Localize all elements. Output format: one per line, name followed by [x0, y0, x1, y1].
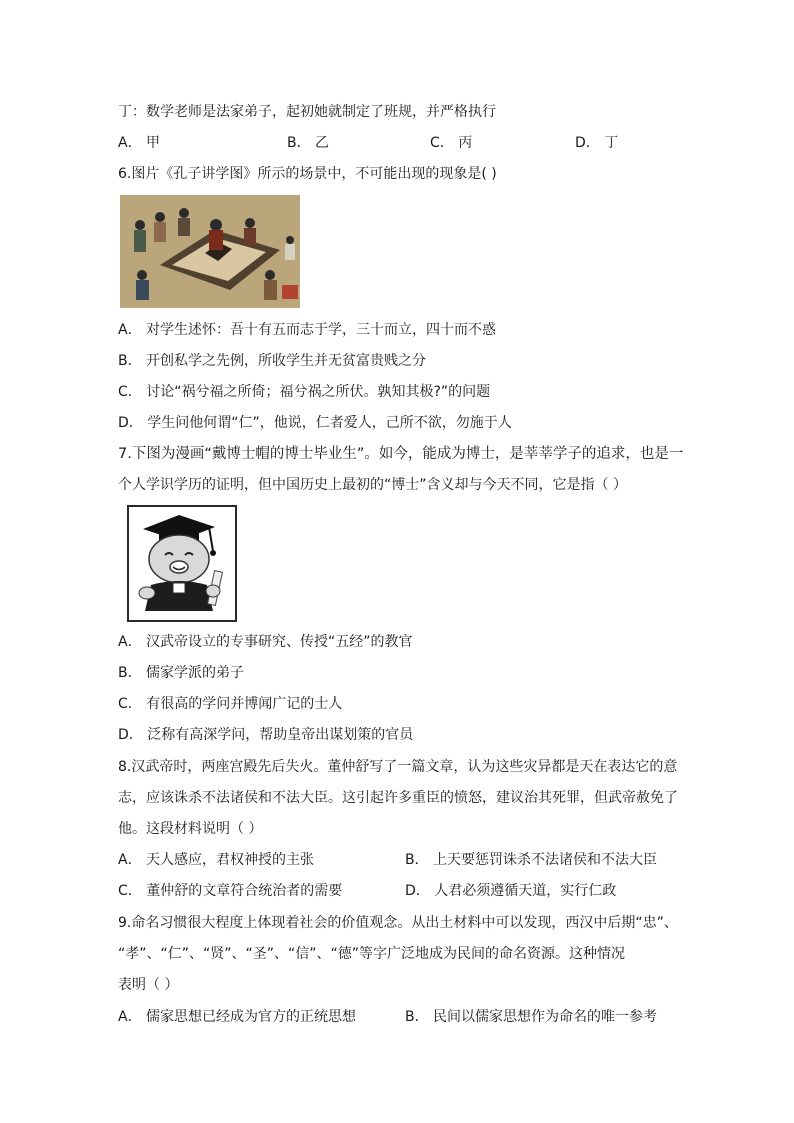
q9-option-a: A． 儒家思想已经成为官方的正统思想	[118, 1009, 357, 1025]
q9-option-b: B． 民间以儒家思想作为命名的唯一参考	[405, 1009, 658, 1025]
q8-option-a: A． 天人感应，君权神授的主张	[118, 852, 315, 868]
q9-stem-line-3: 表明（ ）	[118, 977, 179, 993]
q6-stem: 6.图片《孔子讲学图》所示的场景中，不可能出现的现象是( )	[118, 166, 497, 182]
q5-stem-ding: 丁：数学老师是法家弟子，起初她就制定了班规，并严格执行	[118, 104, 496, 120]
q6-option-d: D． 学生问他何谓“仁”，他说，仁者爱人，己所不欲，勿施于人	[118, 415, 512, 431]
q5-option-b: B． 乙	[287, 135, 330, 151]
q8-stem-line-2: 志，应该诛杀不法诸侯和不法大臣。这引起许多重臣的愤怒，建议治其死罪，但武帝赦免了	[118, 790, 678, 806]
painting-icon	[120, 195, 300, 308]
q6-option-a: A． 对学生述怀：吾十有五而志于学，三十而立，四十而不惑	[118, 322, 497, 338]
q7-stem-line-2: 个人学识学历的证明，但中国历史上最初的“博士”含义却与今天不同，它是指（ ）	[118, 477, 627, 493]
q8-option-c: C． 董仲舒的文章符合统治者的需要	[118, 883, 343, 899]
q7-option-b: B． 儒家学派的弟子	[118, 665, 245, 681]
q6-option-b: B． 开创私学之先例，所收学生并无贫富贵贱之分	[118, 353, 427, 369]
q5-option-a: A． 甲	[118, 135, 161, 151]
confucius-painting-image	[120, 195, 300, 308]
q7-stem-line-1: 7.下图为漫画“戴博士帽的博士毕业生”。如今，能成为博士，是莘莘学子的追求，也是一	[118, 446, 684, 462]
q5-option-c: C． 丙	[430, 135, 473, 151]
q8-option-d: D． 人君必须遵循天道，实行仁政	[405, 883, 617, 899]
q8-stem-line-3: 他。这段材料说明（ ）	[118, 821, 263, 837]
graduate-cartoon-image	[127, 505, 237, 622]
q7-option-c: C． 有很高的学问并博闻广记的士人	[118, 696, 343, 712]
q6-option-c: C． 讨论“祸兮福之所倚；福兮祸之所伏。孰知其极?”的问题	[118, 384, 491, 400]
q5-option-d: D． 丁	[575, 135, 619, 151]
q9-stem-line-2: “孝”、“仁”、“贤”、“圣”、“信”、“德”等字广泛地成为民间的命名资源。这种情况	[118, 946, 626, 962]
q9-stem-line-1: 9.命名习惯很大程度上体现着社会的价值观念。从出土材料中可以发现，西汉中后期“忠”、	[118, 915, 678, 931]
q7-option-d: D． 泛称有高深学问，帮助皇帝出谋划策的官员	[118, 727, 414, 743]
q7-option-a: A． 汉武帝设立的专事研究、传授“五经”的教官	[118, 634, 413, 650]
q8-option-b: B． 上天要惩罚诛杀不法诸侯和不法大臣	[405, 852, 658, 868]
graduate-icon	[129, 507, 235, 620]
q8-stem-line-1: 8.汉武帝时，两座宫殿先后失火。董仲舒写了一篇文章，认为这些灾异都是天在表达它的意	[118, 759, 678, 775]
